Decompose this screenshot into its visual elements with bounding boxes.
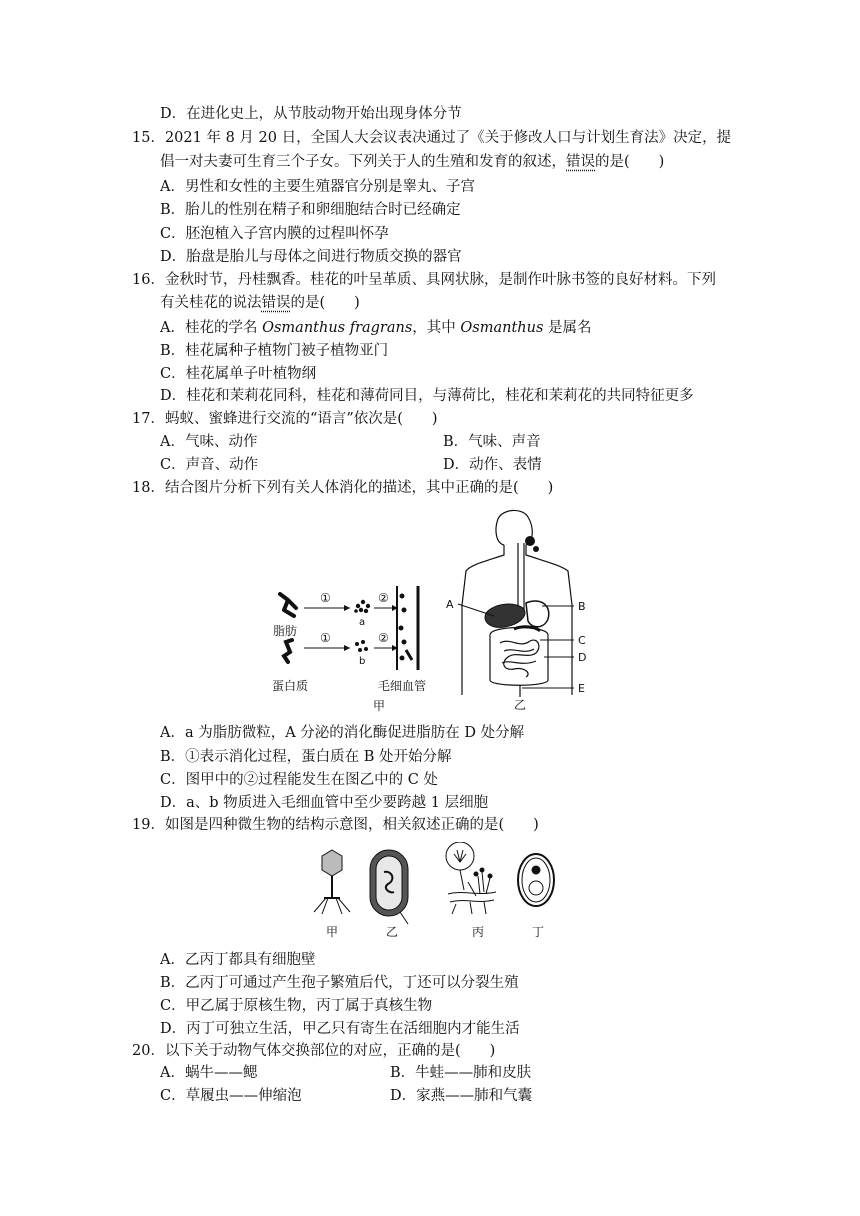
stomach-organ [526, 601, 549, 627]
q15-emphasis-word: 错误 [566, 154, 595, 170]
intestines-organ [490, 628, 548, 686]
q16-stem-end: 的是( ) [290, 295, 360, 311]
step1-bottom-label: ① [320, 631, 331, 645]
q15-stem-line1: 15．2021 年 8 月 20 日，全国人大会议表决通过了《关于修改人口与计划生育法》决定，提 [132, 130, 732, 146]
q16-stem-line1: 16．金秋时节，丹桂飘香。桂花的叶呈革质、具网状脉，是制作叶脉书签的良好材料。下列 [132, 272, 716, 288]
figure-jia-caption: 甲 [373, 699, 386, 713]
liver-organ [485, 604, 525, 627]
q20-option-d: D．家燕——肺和气囊 [390, 1088, 533, 1104]
q20-stem: 20．以下关于动物气体交换部位的对应，正确的是( ) [132, 1043, 496, 1059]
q15-stem-text: 倡一对夫妻可生育三个子女。下列关于人的生殖和发育的叙述， [160, 154, 566, 170]
label-a: A [446, 598, 454, 611]
step2-top-label: ② [378, 591, 389, 605]
q18-option-b: B．①表示消化过程，蛋白质在 B 处开始分解 [160, 749, 452, 765]
q16-stem-text: 有关桂花的说法 [160, 295, 262, 311]
q19-option-b: B．乙丙丁可通过产生孢子繁殖后代，丁还可以分裂生殖 [160, 975, 519, 991]
q18-option-d: D．a、b 物质进入毛细血管中至少要跨越 1 层细胞 [160, 795, 489, 811]
yeast-icon [518, 854, 554, 906]
q15-stem-line2 [160, 152, 664, 172]
protein-label: 蛋白质 [272, 679, 309, 693]
q16-genus-name: Osmanthus [460, 320, 544, 336]
q16-option-b: B．桂花属种子植物门被子植物亚门 [160, 343, 389, 359]
human-body-outline [462, 510, 572, 695]
q18-figure-jia [270, 580, 430, 715]
q15-option-a: A．男性和女性的主要生殖器官分别是睾丸、子宫 [160, 179, 475, 195]
q18-figure-yi [444, 505, 594, 715]
q16-scientific-name: Osmanthus fragrans [262, 320, 413, 336]
q19-stem: 19．如图是四种微生物的结构示意图，相关叙述正确的是( ) [132, 817, 539, 833]
q17-option-b: B．气味、声音 [443, 434, 541, 450]
amino-acid-particles-icon [355, 640, 368, 652]
particle-a-label: a [359, 617, 366, 628]
label-e: E [578, 682, 585, 695]
fat-particles-icon [354, 600, 370, 613]
q16-option-a [160, 318, 592, 338]
q19-option-c: C．甲乙属于原核生物，丙丁属于真核生物 [160, 998, 433, 1014]
q16-emphasis-word: 错误 [261, 295, 291, 311]
fat-molecule-icon [280, 594, 296, 616]
q20-option-a: A．蜗牛——鳃 [160, 1065, 258, 1081]
q15-option-d: D．胎盘是胎儿与母体之间进行物质交换的器官 [160, 249, 462, 265]
q17-option-d: D．动作、表情 [443, 457, 542, 473]
label-b: B [578, 600, 586, 613]
bacteriophage-icon [314, 850, 350, 914]
caption-ding: 丁 [532, 925, 545, 939]
capillary-label: 毛细血管 [378, 679, 427, 693]
q15-stem-end: 的是( ) [595, 154, 665, 170]
q16-option-a-post: 是属名 [543, 320, 592, 336]
q16-option-a-pre: A．桂花的学名 [160, 320, 263, 336]
q16-option-d: D．桂花和茉莉花同科，桂花和薄荷同目，与薄荷比，桂花和茉莉花的共同特征更多 [160, 388, 694, 404]
q14-option-d: D．在进化史上，从节肢动物开始出现身体分节 [160, 106, 462, 122]
q17-option-a: A．气味、动作 [160, 434, 258, 450]
caption-yi: 乙 [386, 925, 399, 939]
q18-option-a: A．a 为脂肪微粒，A 分泌的消化酶促进脂肪在 D 处分解 [160, 725, 525, 741]
bacterium-icon [370, 850, 408, 924]
caption-bing: 丙 [472, 925, 485, 939]
mold-fungus-icon [446, 842, 496, 914]
q19-option-a: A．乙丙丁都具有细胞壁 [160, 952, 316, 968]
q16-stem-line2 [160, 293, 360, 313]
label-d: D [578, 651, 587, 664]
q15-option-c: C．胚泡植入子宫内膜的过程叫怀孕 [160, 226, 389, 242]
q15-option-b: B．胎儿的性别在精子和卵细胞结合时已经确定 [160, 202, 461, 218]
q19-microbes-figure [300, 842, 570, 942]
figure-yi-caption: 乙 [514, 698, 527, 712]
protein-molecule-icon [284, 640, 292, 662]
q16-option-c: C．桂花属单子叶植物纲 [160, 366, 317, 382]
step1-top-label: ① [320, 591, 331, 605]
q18-option-c: C．图甲中的②过程能发生在图乙中的 C 处 [160, 772, 438, 788]
fat-label: 脂肪 [273, 624, 298, 638]
capillary-icon [397, 586, 418, 670]
q16-option-a-mid: ，其中 [412, 320, 461, 336]
caption-jia: 甲 [326, 925, 339, 939]
step2-bottom-label: ② [378, 631, 389, 645]
q20-option-c: C．草履虫——伸缩泡 [160, 1088, 302, 1104]
q17-option-c: C．声音、动作 [160, 457, 259, 473]
q20-option-b: B．牛蛙——肺和皮肤 [390, 1065, 532, 1081]
q19-option-d: D．丙丁可独立生活，甲乙只有寄生在活细胞内才能生活 [160, 1021, 520, 1037]
label-c: C [578, 634, 586, 647]
particle-b-label: b [359, 656, 366, 667]
q18-stem: 18．结合图片分析下列有关人体消化的描述，其中正确的是( ) [132, 480, 554, 496]
q17-stem: 17．蚂蚁、蜜蜂进行交流的“语言”依次是( ) [132, 411, 438, 427]
